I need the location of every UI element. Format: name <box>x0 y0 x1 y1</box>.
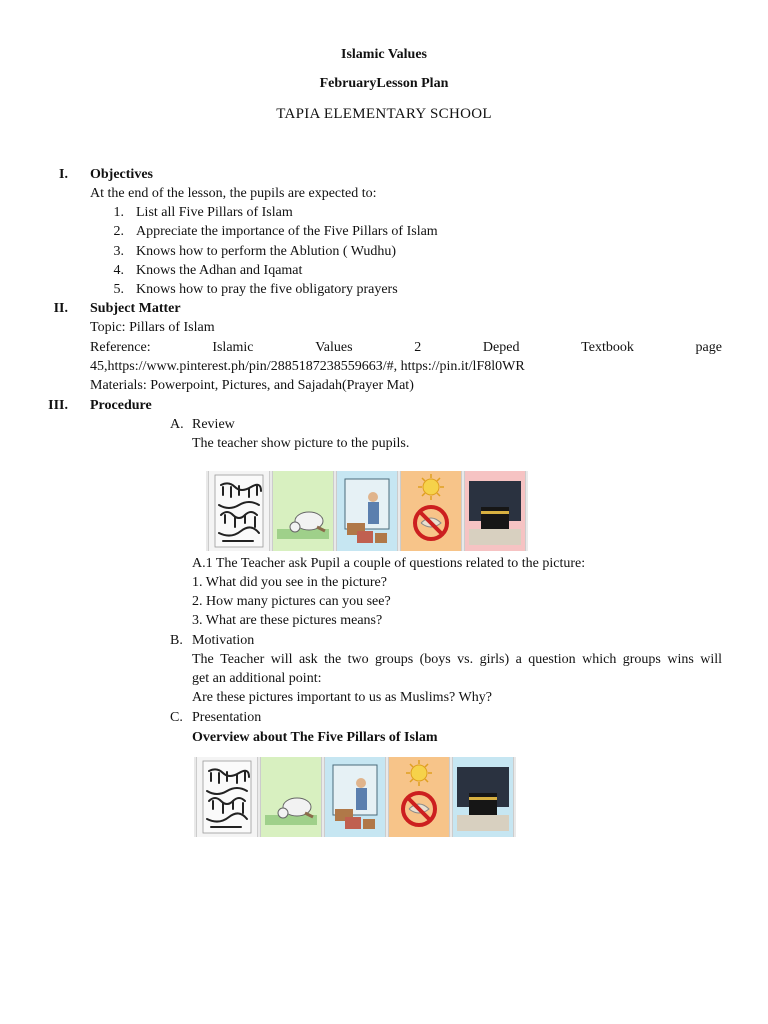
list-number: 3. <box>113 244 124 259</box>
reference-links: 45,https://www.pinterest.ph/pin/288518723855966З/#, https://pin.it/lF8l0WR <box>90 359 525 374</box>
section-heading-objectives: Objectives <box>90 167 153 182</box>
word: ask <box>298 652 318 667</box>
reference-line <box>90 338 722 357</box>
section-heading-subject-matter: Subject Matter <box>90 301 181 316</box>
zakat-charity-icon <box>336 471 398 551</box>
reference-word: Reference: <box>90 340 151 355</box>
question-item: 2. How many pictures can you see? <box>192 594 391 609</box>
section-number: III. <box>48 398 68 413</box>
objective-item: Knows how to pray the five obligatory prayers <box>136 282 398 297</box>
word: two <box>347 652 369 667</box>
pillars-picture-strip <box>206 471 528 551</box>
question-intro: A.1 The Teacher ask Pupil a couple of questions related to the picture: <box>192 556 586 571</box>
salah-prostration-icon <box>260 757 322 837</box>
objectives-intro: At the end of the lesson, the pupils are expected to: <box>90 186 377 201</box>
section-number: I. <box>59 167 68 182</box>
hajj-kaaba-icon <box>452 757 514 837</box>
list-number: 1. <box>113 205 124 220</box>
word: girls) <box>479 652 510 667</box>
objective-item: Appreciate the importance of the Five Pillars of Islam <box>136 224 438 239</box>
objective-item: Knows how to perform the Ablution ( Wudhu) <box>136 244 397 259</box>
pillars-picture-strip-2 <box>194 757 516 837</box>
reference-word: Textbook <box>581 340 634 355</box>
reference-word: Deped <box>482 340 520 355</box>
subsection-title-presentation: Presentation <box>192 710 262 725</box>
question-item: 3. What are these pictures means? <box>192 613 383 628</box>
subsection-letter: A. <box>170 417 184 432</box>
section-heading-procedure: Procedure <box>90 398 152 413</box>
word: The <box>192 652 214 667</box>
reference-word: 2 <box>414 340 422 355</box>
word: a <box>515 652 522 667</box>
word: groups <box>375 652 414 667</box>
word: will <box>700 652 722 667</box>
subsection-letter: C. <box>170 710 183 725</box>
word: will <box>270 652 293 667</box>
objective-item: Knows the Adhan and Iqamat <box>136 263 303 278</box>
motivation-line <box>192 650 722 669</box>
sawm-fasting-icon <box>400 471 462 551</box>
word: question <box>528 652 576 667</box>
review-text: The teacher show picture to the pupils. <box>192 436 410 451</box>
materials-line: Materials: Powerpoint, Pictures, and Sajadah(Prayer Mat) <box>90 378 414 393</box>
word: Teacher <box>220 652 265 667</box>
salah-prostration-icon <box>272 471 334 551</box>
document-subtitle: FebruaryLesson Plan <box>319 76 449 91</box>
word: (boys <box>419 652 451 667</box>
motivation-text: get an additional point: <box>192 671 322 686</box>
word: groups <box>622 652 661 667</box>
list-number: 5. <box>113 282 124 297</box>
question-item: 1. What did you see in the picture? <box>192 575 387 590</box>
list-number: 2. <box>113 224 124 239</box>
word: which <box>582 652 617 667</box>
word: vs. <box>457 652 474 667</box>
shahada-calligraphy-icon <box>208 471 270 551</box>
reference-word: Islamic <box>212 340 254 355</box>
section-number: II. <box>53 301 68 316</box>
motivation-question: Are these pictures important to us as Muslims? Why? <box>192 690 492 705</box>
sawm-fasting-icon <box>388 757 450 837</box>
word: wins <box>667 652 694 667</box>
school-name: TAPIA ELEMENTARY SCHOOL <box>276 106 492 122</box>
topic-line: Topic: Pillars of Islam <box>90 320 215 335</box>
objective-item: List all Five Pillars of Islam <box>136 205 293 220</box>
overview-heading: Overview about The Five Pillars of Islam <box>192 730 438 745</box>
list-number: 4. <box>113 263 124 278</box>
word: the <box>324 652 342 667</box>
reference-word: page <box>695 340 722 355</box>
document-title: Islamic Values <box>341 47 427 62</box>
shahada-calligraphy-icon <box>196 757 258 837</box>
zakat-charity-icon <box>324 757 386 837</box>
reference-word: Values <box>315 340 353 355</box>
subsection-title-review: Review <box>192 417 235 432</box>
subsection-title-motivation: Motivation <box>192 633 255 648</box>
hajj-kaaba-icon <box>464 471 526 551</box>
subsection-letter: B. <box>170 633 183 648</box>
